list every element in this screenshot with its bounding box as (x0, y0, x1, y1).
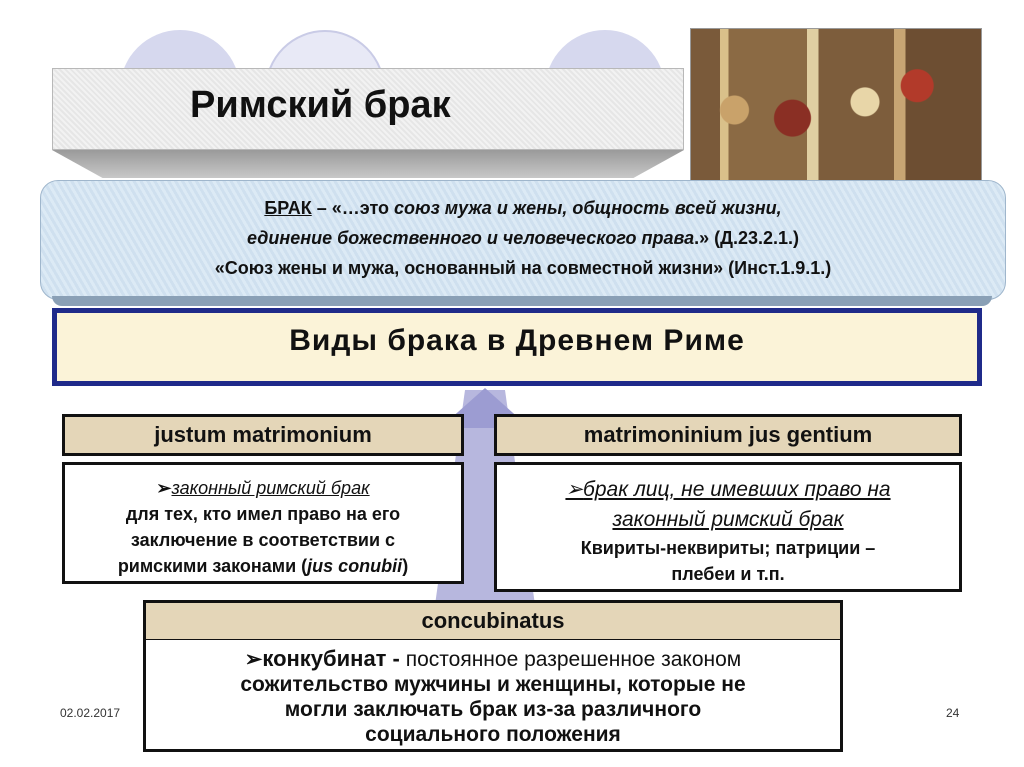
concubinatus-line-1: ➢конкубинат - постоянное разрешенное законом (244, 646, 742, 671)
gentium-line-4: плебеи и т.п. (671, 564, 785, 584)
justum-lead-line: ➢законный римский брак (156, 478, 370, 498)
title-banner-bevel (52, 150, 684, 178)
justum-line-3: заключение в соответствии с (130, 530, 396, 550)
definition-line-3: «Союз жены и мужа, основанный на совместной жизни» (Инст.1.9.1.) (214, 258, 832, 278)
concubinatus-line-3: могли заключать брак из-за различного (284, 698, 702, 721)
bullet-arrow-icon: ➢ (565, 478, 584, 501)
roman-wedding-painting (690, 28, 982, 192)
justum-header: justum matrimonium (62, 414, 464, 456)
slide-title: Римский брак (190, 84, 451, 126)
concubinatus-line-4: социального положения (365, 723, 621, 746)
page-number: 24 (946, 706, 960, 720)
gentium-header: matrimoninium jus gentium (494, 414, 962, 456)
gentium-panel (494, 462, 962, 592)
definition-line-1: БРАК – «…это союз мужа и жены, общность всей жизни, (264, 198, 782, 218)
definition-panel-bevel (52, 296, 992, 306)
concubinatus-panel (143, 640, 843, 752)
justum-panel (62, 462, 464, 584)
types-heading: Виды брака в Древнем Риме (289, 324, 745, 357)
bullet-arrow-icon: ➢ (244, 648, 263, 671)
justum-line-2: для тех, кто имел право на его (125, 504, 401, 524)
gentium-lead-line-2: законный римский брак (612, 508, 844, 531)
footer-date: 02.02.2017 (60, 706, 121, 720)
definition-term: БРАК (264, 198, 312, 218)
concubinatus-header: concubinatus (143, 600, 843, 642)
gentium-lead-line-1: ➢брак лиц, не имевших право на (565, 478, 891, 501)
justum-line-4: римскими законами (jus conubii) (117, 556, 409, 576)
concubinatus-line-2: сожительство мужчины и женщины, которые не (240, 673, 746, 696)
gentium-line-3: Квириты-неквириты; патриции – (580, 538, 876, 558)
definition-line-2: единение божественного и человеческого права.» (Д.23.2.1.) (246, 228, 800, 248)
bullet-arrow-icon: ➢ (156, 478, 172, 498)
